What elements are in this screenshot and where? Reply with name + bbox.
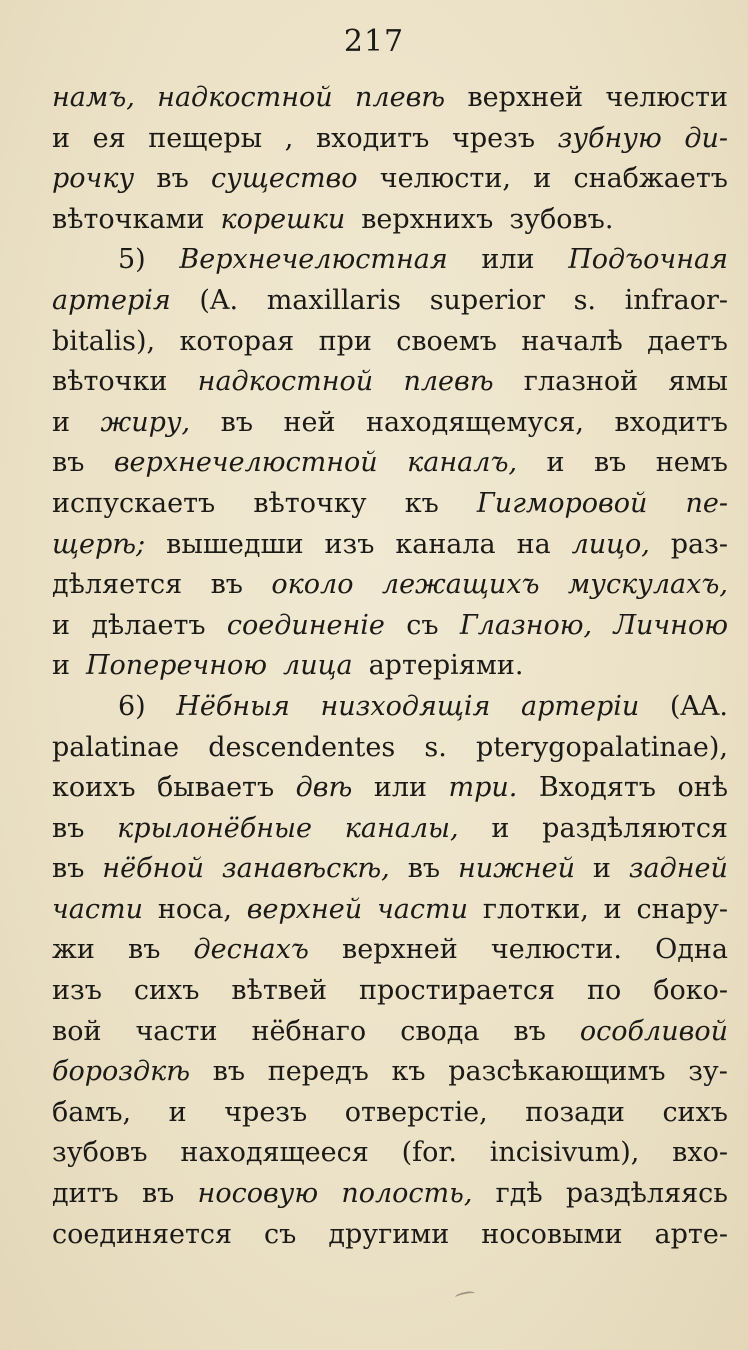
text-line — [52, 407, 728, 448]
word: вѣточки — [52, 366, 168, 398]
word: началѣ — [521, 325, 623, 357]
italic-word: части — [376, 893, 468, 925]
word: descendentes — [208, 731, 396, 763]
word: и — [52, 650, 70, 682]
italic-word: полость, — [341, 1178, 473, 1210]
word: раз- — [670, 528, 728, 560]
italic-word: верхней — [246, 893, 363, 925]
italic-word: артерія — [52, 284, 171, 316]
italic-word: около — [271, 569, 354, 601]
word: s. — [573, 284, 597, 316]
word: къ — [404, 487, 439, 519]
italic-word: плевѣ — [403, 366, 494, 398]
italic-word: надкостной — [157, 82, 333, 113]
word: къ — [391, 1056, 426, 1088]
italic-word: носовую — [197, 1178, 319, 1210]
text-line — [52, 975, 728, 1016]
word: бамъ, — [52, 1096, 132, 1128]
word: чрезъ — [224, 1096, 308, 1128]
italic-word: Гигморовой — [476, 487, 648, 519]
word: на — [516, 528, 551, 560]
italic-word: Подъочная — [568, 244, 728, 276]
word: жи — [52, 934, 95, 966]
text-line — [52, 813, 728, 854]
word: (for. — [401, 1137, 457, 1169]
word: infraor- — [624, 284, 728, 316]
word: и — [168, 1096, 187, 1128]
word: , — [284, 122, 294, 154]
italic-word: надкостной — [197, 366, 374, 398]
word: испускаетъ — [52, 487, 216, 519]
word: ея — [92, 122, 126, 154]
italic-word: нёбной — [102, 853, 204, 885]
word: коихъ — [52, 772, 136, 804]
italic-word: зубную — [557, 122, 662, 154]
word: разсѣкающимъ — [448, 1056, 666, 1088]
word: находящееся — [180, 1137, 369, 1169]
word: своемъ — [396, 325, 497, 357]
word: части — [135, 1015, 218, 1047]
word: челюсти, — [379, 163, 511, 195]
word: въ — [212, 1056, 246, 1088]
italic-word: лицо, — [571, 528, 650, 560]
word: другими — [328, 1218, 450, 1250]
word: или — [481, 244, 535, 276]
word: пещеры — [148, 122, 263, 154]
italic-word: ди- — [684, 122, 728, 154]
word: позади — [525, 1096, 625, 1128]
italic-word: жиру, — [100, 406, 191, 438]
italic-word: каналъ, — [407, 447, 518, 479]
word: (AA. — [669, 690, 728, 722]
text-line — [52, 163, 728, 204]
word: вѣточку — [253, 487, 367, 519]
word: арте- — [654, 1218, 728, 1250]
text-line — [52, 732, 728, 773]
text-line — [52, 934, 728, 975]
word: вхо- — [672, 1137, 728, 1169]
word: Одна — [655, 934, 728, 966]
word: даетъ — [647, 325, 728, 357]
italic-word: Верхнечелюстная — [179, 244, 448, 276]
word: вышедши — [166, 528, 304, 560]
italic-word: Нёбныя — [176, 690, 290, 722]
word: по — [586, 975, 622, 1007]
word: ней — [283, 406, 336, 438]
italic-word: части — [52, 893, 144, 925]
word: верхней — [342, 934, 458, 966]
word: вой — [52, 1015, 102, 1047]
text-line — [52, 1178, 728, 1219]
word: сихъ — [662, 1096, 728, 1128]
word: входитъ — [315, 122, 430, 154]
text-line — [52, 447, 728, 488]
italic-word: задней — [628, 853, 728, 885]
word: и — [603, 893, 622, 925]
text-line — [52, 853, 728, 894]
word: сихъ — [133, 975, 200, 1007]
word: Входятъ — [538, 772, 656, 804]
word: дѣляется — [52, 569, 183, 601]
word: которая — [179, 325, 295, 357]
word: въ — [156, 163, 189, 195]
text-line — [52, 894, 728, 935]
text-line — [52, 285, 728, 326]
word: дитъ — [52, 1178, 119, 1210]
word: изъ — [324, 528, 375, 560]
italic-word: мускулахъ, — [567, 569, 728, 601]
word: передъ — [267, 1056, 369, 1088]
italic-word: каналы, — [344, 812, 459, 844]
word: и — [52, 609, 70, 641]
body-text — [52, 82, 728, 1259]
italic-word: лежащихъ — [381, 569, 540, 601]
word: свода — [400, 1015, 480, 1047]
word: бываетъ — [157, 772, 275, 804]
word: раздѣляясь — [565, 1178, 728, 1210]
italic-word: щерѣ; — [52, 528, 146, 560]
word: входитъ — [614, 406, 728, 438]
page-number: 217 — [343, 24, 405, 59]
italic-word: соединеніе — [226, 609, 385, 641]
italic-word: деснахъ — [193, 934, 309, 966]
word: гдѣ — [495, 1178, 543, 1210]
word: и — [546, 447, 565, 479]
word: и — [592, 853, 611, 885]
word: раздѣляются — [542, 812, 728, 844]
word: и — [533, 163, 552, 195]
word: ямы — [668, 366, 728, 398]
word: боко- — [653, 975, 728, 1007]
word: bitalis), — [52, 325, 156, 357]
text-line — [52, 366, 728, 407]
text-line — [52, 650, 728, 691]
word: superior — [429, 284, 545, 316]
word: pterygopalatinae), — [476, 731, 728, 763]
word: онѣ — [677, 772, 728, 804]
word: глотки, — [482, 893, 589, 925]
text-line — [52, 1219, 728, 1260]
word: и — [491, 812, 510, 844]
text-line — [52, 244, 728, 285]
text-line — [52, 204, 728, 245]
word: отверстіе, — [344, 1096, 488, 1128]
word: челюсти. — [490, 934, 622, 966]
italic-word: занавѣскѣ, — [221, 853, 390, 885]
italic-word: нижней — [457, 853, 576, 885]
italic-word: пе- — [685, 487, 728, 519]
word: въ — [593, 447, 627, 479]
word: снабжаетъ — [573, 163, 728, 195]
word: въ — [52, 447, 85, 479]
word: 6) — [118, 690, 146, 722]
word: соединяется — [52, 1218, 233, 1250]
text-line — [52, 1056, 728, 1097]
text-line — [52, 326, 728, 367]
italic-word: лица — [283, 650, 353, 682]
word: вѣточками — [52, 203, 205, 235]
italic-word: особливой — [579, 1015, 728, 1047]
text-line — [52, 1097, 728, 1138]
text-line — [52, 1137, 728, 1178]
word: челюсти — [605, 82, 728, 113]
italic-word: намъ, — [52, 82, 135, 113]
word: или — [373, 772, 427, 804]
text-line — [52, 610, 728, 651]
italic-word: корешки — [220, 203, 346, 235]
word: съ — [264, 1218, 297, 1250]
word: нёбнаго — [251, 1015, 367, 1047]
text-line — [52, 569, 728, 610]
word: дѣлаетъ — [91, 609, 206, 641]
word: зу- — [688, 1056, 728, 1088]
word: канала — [395, 528, 496, 560]
word: s. — [424, 731, 447, 763]
word: въ — [513, 1015, 546, 1047]
word: носа, — [157, 893, 232, 925]
word: въ — [52, 853, 85, 885]
word: немъ — [655, 447, 728, 479]
italic-word: бороздкѣ — [52, 1056, 191, 1088]
italic-word: артеріи — [520, 690, 640, 722]
word: и — [52, 122, 70, 154]
word: въ — [52, 812, 85, 844]
word: зубовъ — [52, 1137, 148, 1169]
italic-word: крылонёбные — [117, 812, 312, 844]
text-line — [52, 691, 728, 732]
word: 5) — [118, 244, 146, 276]
text-line — [52, 529, 728, 570]
text-line — [52, 82, 728, 123]
italic-word: существо — [211, 163, 358, 195]
italic-word: Глазною, — [459, 609, 593, 641]
word: простирается — [358, 975, 555, 1007]
word: изъ — [52, 975, 102, 1007]
italic-word: двѣ — [295, 772, 353, 804]
italic-word: Личною — [613, 609, 728, 641]
word: incisivum), — [489, 1137, 640, 1169]
word: снару- — [636, 893, 728, 925]
word: вѣтвей — [231, 975, 327, 1007]
word: при — [318, 325, 372, 357]
word: верхнихъ — [361, 203, 494, 235]
word: въ — [141, 1178, 175, 1210]
word: артеріями. — [368, 650, 524, 682]
italic-word: низходящія — [320, 690, 491, 722]
word: зубовъ. — [509, 203, 614, 235]
word: palatinae — [52, 731, 180, 763]
word: въ — [210, 569, 243, 601]
text-line — [52, 772, 728, 813]
word: чрезъ — [451, 122, 536, 154]
word: и — [52, 406, 70, 438]
italic-word: верхнечелюстной — [113, 447, 378, 479]
word: въ — [220, 406, 254, 438]
word: въ — [128, 934, 161, 966]
word: съ — [406, 609, 439, 641]
italic-word: рочку — [52, 163, 135, 195]
word: maxillaris — [266, 284, 402, 316]
word: носовыми — [481, 1218, 623, 1250]
italic-word: Поперечною — [86, 650, 268, 682]
text-line — [52, 123, 728, 164]
word: находящемуся, — [366, 406, 584, 438]
text-line — [52, 1016, 728, 1057]
word: (A. — [199, 284, 239, 316]
word: глазной — [523, 366, 639, 398]
word: верхней — [467, 82, 584, 113]
text-line — [52, 488, 728, 529]
italic-word: плевѣ — [355, 82, 446, 113]
word: въ — [407, 853, 441, 885]
italic-word: три. — [448, 772, 518, 804]
